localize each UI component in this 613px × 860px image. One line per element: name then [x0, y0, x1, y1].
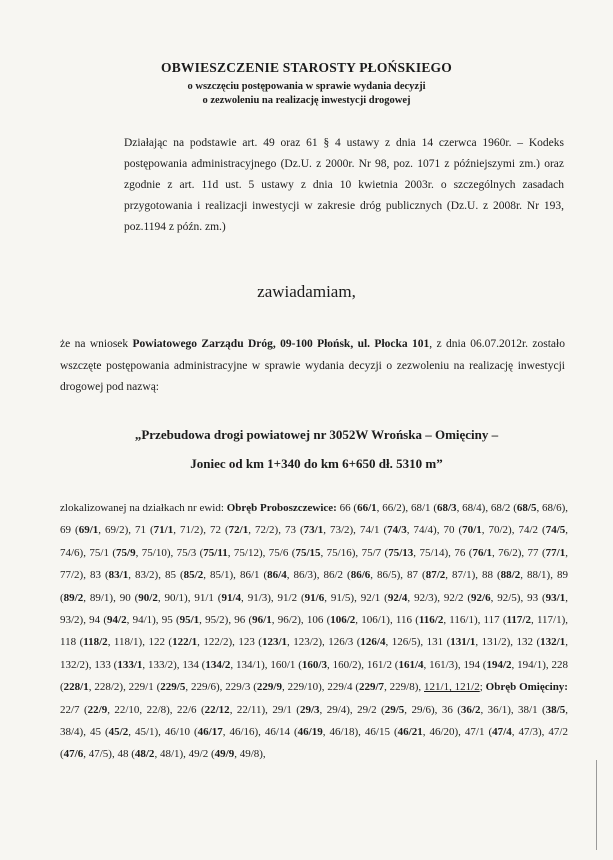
margin-scan-line — [596, 760, 597, 850]
parcel-number-bold: 45/2 — [108, 726, 129, 739]
parcel-number-bold: 46/17 — [197, 726, 223, 739]
parcel-number-bold: 36/2 — [460, 703, 481, 716]
document-subtitle-line-1: o wszczęciu postępowania w sprawie wydania decyzji — [187, 81, 426, 92]
parcel-number-bold: 85/2 — [183, 569, 204, 582]
parcel-number-bold: 132/1 — [540, 636, 566, 649]
parcel-number-bold: 75/13 — [388, 546, 414, 559]
parcel-number-bold: 22/12 — [204, 703, 230, 716]
parcel-number-bold: 29/5 — [384, 703, 405, 716]
parcel-number-bold: 71/1 — [153, 524, 174, 537]
parcel-number-bold: 160/3 — [301, 658, 327, 671]
parcel-list-proboszczewice: 66 (66/1, 66/2), 68/1 (68/3, 68/4), 68/2 (68/5, 68/6), 69 (69/1, 69/2), 71 (71/1, 71/2), 72 (72/1, 72/2), 73 (73/1, 73/2), 74/1 (74/3, 74/4), 70 (70/1, 70/2), 74/2 (74/5, 74/6), 75/1 (75/9, 75/10), 75/3 (75/11, 75/12), 75/6 (75/15, 75/16), 75/7 (75/13, 75/14), 76 (76/1, 76/2), 77 (77/1, 77/2), 83 (83/1, 83/2), 85 (85/2, 85/1), 86/1 (86/4, 86/3), 86/2 (86/6, 86/5), 87 (87/2, 87/1), 88 (88/2, 88/1), 89 (89/2, 89/1), 90 (90/2, 90/1), 91/1 (91/4, 91/3), 91/2 (91/6, 91/5), 92/1 (92/4, 92/3), 92/2 (92/6, 92/5), 93 (93/1, 93/2), 94 (94/2, 94/1), 95 (95/1, 95/2), 96 (96/1, 96/2), 106 (106/2, 106/1), 116 (116/2, 116/1), 117 (117/2, 117/1), 118 (118/2, 118/1), 122 (122/1, 122/2), 123 (123/1, 123/2), 126/3 (126/4, 126/5), 131 (131/1, 131/2), 132 (132/1, 132/2), 133 (133/1, 133/2), 134 (134/2, 134/1), 160/1 (160/3, 160/2), 161/2 (161/4, 161/3), 194 (194/2, 194/1), 228 (228/1, 228/2), 229/1 (229/5, 229/6), 229/3 (229/9, 229/10), 229/4 (229/7, 229/8), — [60, 502, 568, 694]
parcel-number-bold: 134/2 — [205, 658, 231, 671]
parcel-number-bold: 75/11 — [203, 546, 228, 559]
parcel-number-bold: 106/2 — [330, 614, 356, 627]
parcel-number-bold: 161/4 — [398, 658, 424, 671]
parcel-number-bold: 66/1 — [357, 502, 377, 514]
parcel-number-bold: 68/5 — [516, 502, 537, 514]
parcel-number-bold: 90/2 — [138, 591, 158, 604]
parcel-number-bold: 69/1 — [78, 524, 99, 537]
parcel-number-bold: 88/2 — [500, 569, 521, 582]
parcel-number-bold: 133/1 — [117, 658, 143, 671]
parcel-number-bold: 68/3 — [437, 502, 457, 514]
obreb-proboszczewice-label: Obręb Proboszczewice: — [226, 502, 337, 514]
parcel-number-bold: 116/2 — [418, 614, 444, 627]
parcel-number-bold: 89/2 — [63, 591, 84, 604]
parcel-number-bold: 47/4 — [492, 726, 512, 739]
parcel-number-bold: 75/9 — [116, 546, 136, 559]
parcel-number-bold: 117/2 — [506, 614, 531, 627]
parcel-number-bold: 91/6 — [304, 591, 325, 604]
document-subtitle-line-2: o zezwoleniu na realizację inwestycji drogowej — [202, 95, 411, 106]
parcel-number-bold: 47/6 — [63, 748, 84, 761]
obreb-omieciny-label: Obręb Omięciny: — [485, 681, 568, 694]
parcel-number-bold: 72/1 — [228, 524, 249, 537]
parcel-number-bold: 229/7 — [359, 681, 385, 694]
parcel-number-bold: 123/1 — [261, 636, 288, 649]
parcel-number-bold: 83/1 — [108, 569, 129, 582]
parcel-number-bold: 126/4 — [360, 636, 386, 649]
parcel-number-bold: 70/1 — [462, 524, 482, 537]
parcel-number-bold: 46/21 — [397, 726, 423, 739]
parcel-number-bold: 74/5 — [545, 524, 566, 537]
intro-paragraph — [60, 334, 565, 399]
parcel-underlined: 121/1, 121/2 — [424, 681, 480, 694]
parcel-list-omieciny: 22/7 (22/9, 22/10, 22/8), 22/6 (22/12, 22/11), 29/1 (29/3, 29/4), 29/2 (29/5, 29/6), 36 (36/2, 36/1), 38/1 (38/5, 38/4), 45 (45/2, 45/1), 46/10 (46/17, 46/16), 46/14 (46/19, 46/18), 46/15 (46/21, 46/20), 47/1 (47/4, 47/3), 47/2 (47/6, 47/5), 48 (48/2, 48/1), 49/2 (49/9, 49/8), — [60, 703, 568, 761]
project-name-line-1: „Przebudowa drogi powiatowej nr 3052W Wrońska – Omięciny – — [134, 427, 499, 442]
parcel-separator: ; — [479, 681, 486, 694]
project-name-line-2: Joniec od km 1+340 do km 6+650 dł. 5310 m” — [190, 456, 443, 471]
document-title: OBWIESZCZENIE STAROSTY PŁOŃSKIEGO — [161, 60, 452, 75]
parcel-number-bold: 95/1 — [179, 614, 200, 627]
parcel-number-bold: 92/4 — [387, 591, 408, 604]
legal-basis-paragraph: Działając na podstawie art. 49 oraz 61 § 4 ustawy z dnia 14 czerwca 1960r. – Kodeks postępowania administracyjnego (Dz.U. z 2000r. Nr 98, poz. 1071 z późniejszymi zm.) oraz zgodnie z art. 11d ust. 5 ustawy z dnia 10 kwietnia 2003r. o szczególnych zasadach przygotowania i realizacji inwestycji w zakresie dróg publicznych (Dz.U. z 2008r. Nr 193, poz.1194 z późn. zm.) — [124, 137, 564, 233]
parcel-number-bold: 73/1 — [303, 524, 324, 537]
parcel-number-bold: 76/1 — [472, 546, 492, 559]
parcel-number-bold: 49/9 — [214, 748, 235, 761]
parcel-number-bold: 91/4 — [221, 591, 242, 604]
parcel-number-bold: 194/2 — [486, 658, 512, 671]
parcel-number-bold: 93/1 — [545, 591, 566, 604]
parcel-number-bold: 118/2 — [83, 636, 108, 649]
parcel-number-bold: 87/2 — [425, 569, 446, 582]
parcel-number-bold: 122/1 — [172, 636, 198, 649]
parcel-number-bold: 48/2 — [134, 748, 155, 761]
parcel-number-bold: 96/1 — [252, 614, 272, 627]
parcel-list-paragraph — [60, 497, 568, 766]
parcel-number-bold: 74/3 — [387, 524, 407, 537]
parcel-number-bold: 228/1 — [63, 681, 89, 694]
parcel-number-bold: 131/1 — [450, 636, 476, 649]
parcel-number-bold: 229/5 — [160, 681, 186, 694]
parcel-number-bold: 86/6 — [350, 569, 371, 582]
intro-text-start: że na wniosek — [60, 338, 133, 350]
parcel-number-bold: 94/2 — [107, 614, 127, 627]
parcel-lead: zlokalizowanej na działkach nr ewid: — [60, 502, 227, 514]
parcel-number-bold: 77/1 — [545, 546, 566, 559]
parcel-number-bold: 229/9 — [256, 681, 282, 694]
parcel-number-bold: 92/6 — [471, 591, 491, 604]
parcel-number-bold: 75/15 — [295, 546, 321, 559]
intro-text-end: , z dnia 06.07.2012r. zostało wszczęte postępowania administracyjne w sprawie wydania decyzji o zezwoleniu na realizację inwestycji drogowej pod nazwą: — [60, 338, 565, 393]
parcel-number-bold: 46/19 — [297, 726, 323, 739]
parcel-number-bold: 38/5 — [545, 703, 566, 716]
parcel-number-bold: 86/4 — [267, 569, 287, 582]
notification-heading: zawiadamiam, — [257, 282, 356, 301]
applicant-name: Powiatowego Zarządu Dróg, 09-100 Płońsk, ul. Płocka 101 — [132, 338, 430, 350]
parcel-number-bold: 29/3 — [299, 703, 320, 716]
parcel-number-bold: 22/9 — [87, 703, 108, 716]
